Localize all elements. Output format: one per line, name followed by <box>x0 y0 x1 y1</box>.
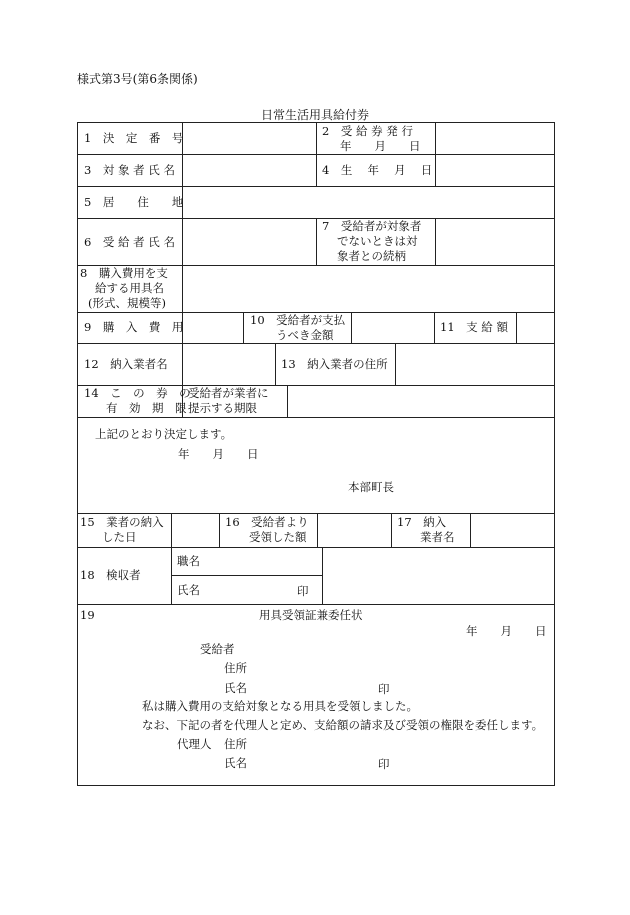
row-divider <box>77 417 555 418</box>
presentation-deadline-label-2: 提示する期限 <box>188 401 257 415</box>
payable-amount-label-1: 10 受給者が支払 <box>250 313 346 327</box>
relationship-label-1: 7 受給者が対象者 <box>322 219 422 233</box>
inspector-name-label: 氏名 <box>177 583 200 597</box>
col-divider <box>516 312 517 343</box>
recipient-label: 受給者 <box>200 642 235 656</box>
col-divider <box>182 154 183 186</box>
benefit-amount-label: 11 支 給 額 <box>440 320 508 334</box>
validity-label-1: 14 こ の 券 の <box>84 386 191 400</box>
item-name-label-3: (形式、規模等) <box>88 296 166 310</box>
recipient-seal-mark: 印 <box>378 682 390 696</box>
vendor-label-1: 17 納入 <box>397 515 447 529</box>
col-divider <box>316 122 317 154</box>
received-amount-label-2: 受領した額 <box>249 530 307 544</box>
col-divider <box>182 218 183 265</box>
residence-label: 5 居 住 地 <box>84 195 184 209</box>
col-divider <box>351 312 352 343</box>
issue-date-label: 2 受 給 券 発 行 <box>322 124 413 138</box>
issue-date-ymd: 年 月 日 <box>340 139 421 153</box>
col-divider <box>316 218 317 265</box>
proxy-statement: なお、下記の者を代理人と定め、支給額の請求及び受領の権限を委任します。 <box>142 718 544 732</box>
row-divider <box>77 604 555 605</box>
decision-number-label: 1 決 定 番 号 <box>84 131 184 145</box>
decision-date: 年 月 日 <box>178 447 259 461</box>
received-amount-label-1: 16 受給者より <box>225 515 309 529</box>
col-divider <box>395 343 396 385</box>
row-divider <box>77 343 555 344</box>
agent-address-label: 住所 <box>224 737 247 751</box>
payable-amount-label-2: うべき金額 <box>276 328 334 342</box>
delivery-date-label-2: した日 <box>102 530 137 544</box>
col-divider <box>219 513 220 547</box>
col-divider <box>322 547 323 604</box>
col-divider <box>287 385 288 417</box>
col-divider <box>171 547 172 604</box>
row-divider <box>77 547 555 548</box>
col-divider <box>182 265 183 312</box>
delivery-date-label-1: 15 業者の納入 <box>80 515 164 529</box>
purchase-cost-label: 9 購 入 費 用 <box>84 320 184 334</box>
row-divider <box>171 575 322 576</box>
vendor-name-label: 12 納入業者名 <box>84 357 168 371</box>
col-divider <box>275 343 276 385</box>
receipt-proxy-heading: 用具受領証兼委任状 <box>259 608 363 622</box>
col-divider <box>243 312 244 343</box>
agent-label: 代理人 <box>177 737 212 751</box>
recipient-name-field-label: 氏名 <box>224 681 247 695</box>
document-title: 日常生活用具給付券 <box>260 108 369 122</box>
col-divider <box>391 513 392 547</box>
birth-date-label: 4 生 年 月 日 <box>322 163 433 177</box>
agent-seal-mark: 印 <box>378 757 390 771</box>
inspector-post-label: 職名 <box>177 554 200 568</box>
relationship-label-3: 象者との続柄 <box>337 249 406 263</box>
col-divider <box>171 513 172 547</box>
col-divider <box>182 343 183 385</box>
row-divider <box>77 513 555 514</box>
relationship-label-2: でないときは対 <box>337 234 418 248</box>
col-divider <box>317 513 318 547</box>
receipt-date: 年 月 日 <box>466 624 547 638</box>
decision-signer: 本部町長 <box>348 480 394 494</box>
inspector-label: 18 検収者 <box>80 568 141 582</box>
presentation-deadline-label-1: 受給者が業者に <box>188 386 269 400</box>
receipt-statement: 私は購入費用の支給対象となる用具を受領しました。 <box>142 699 418 713</box>
decision-statement: 上記のとおり決定します。 <box>95 427 233 441</box>
recipient-name-label: 6 受 給 者 氏 名 <box>84 235 175 249</box>
col-divider <box>435 122 436 154</box>
col-divider <box>435 154 436 186</box>
col-divider <box>470 513 471 547</box>
inspector-seal-mark: 印 <box>297 584 309 598</box>
col-divider <box>316 154 317 186</box>
vendor-address-label: 13 納入業者の住所 <box>281 357 388 371</box>
item-name-label-2: 給する用具名 <box>95 281 164 295</box>
vendor-label-2: 業者名 <box>420 530 455 544</box>
validity-label-2: 有 効 期 限 <box>106 401 187 415</box>
section-19-number: 19 <box>80 608 95 622</box>
recipient-address-label: 住所 <box>224 661 247 675</box>
col-divider <box>435 218 436 265</box>
subject-name-label: 3 対 象 者 氏 名 <box>84 163 175 177</box>
form-number-label: 様式第3号(第6条関係) <box>77 72 198 86</box>
col-divider <box>434 312 435 343</box>
row-divider <box>77 186 555 187</box>
agent-name-label: 氏名 <box>224 756 247 770</box>
item-name-label-1: 8 購入費用を支 <box>80 266 168 280</box>
